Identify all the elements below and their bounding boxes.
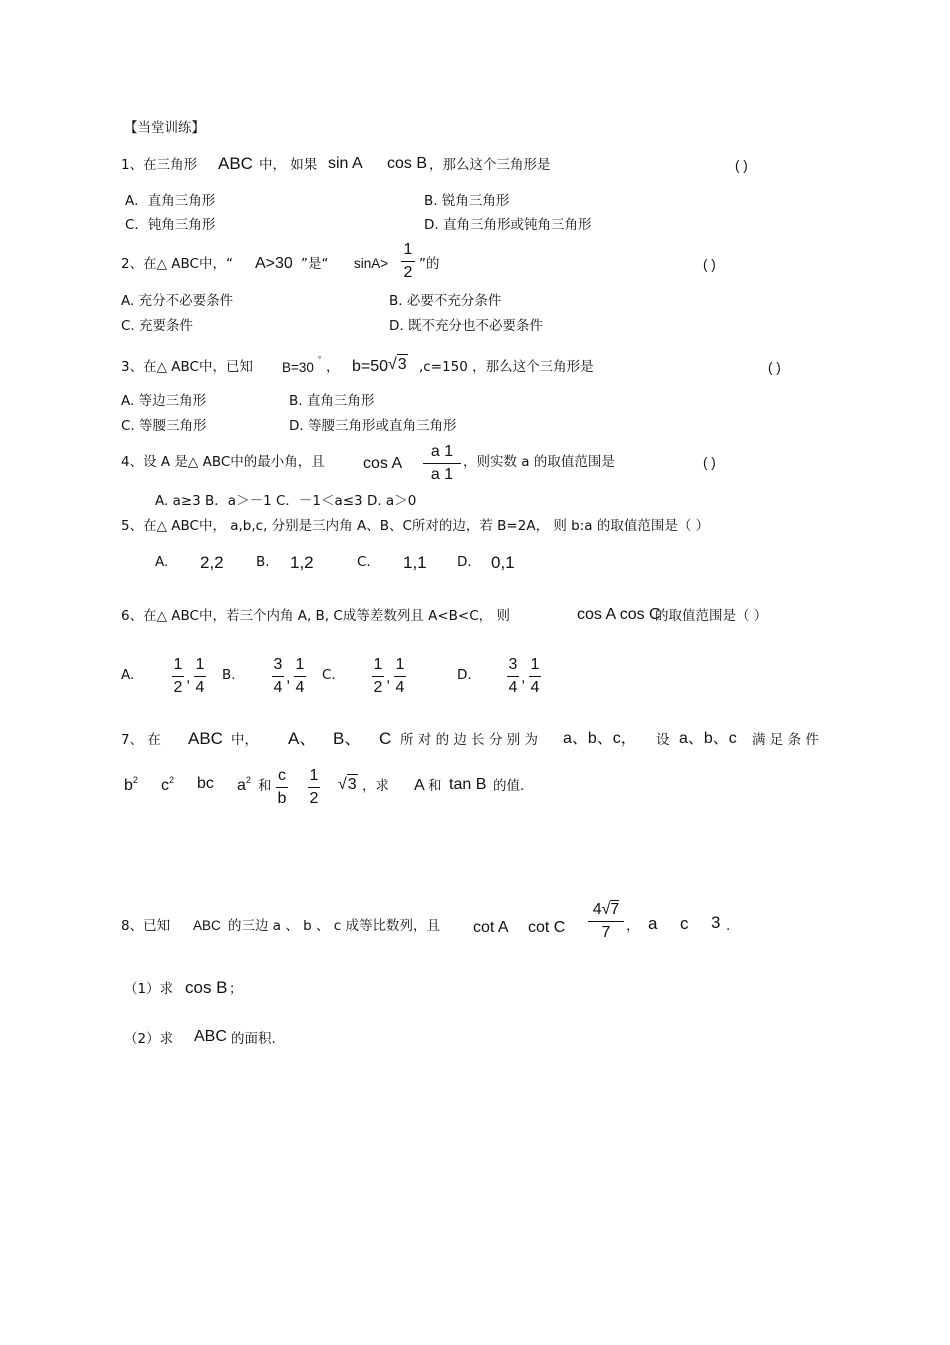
q8-frac-den: 7 [601,924,611,941]
q6-label-c: C. [322,667,336,683]
q1-abc: ABC [218,154,253,173]
q7-sides: a、b、c， [563,730,637,747]
frac-den: 2 [173,679,183,696]
q4-frac-num: a 1 [430,443,454,460]
frac-num: 1 [173,656,183,673]
frac-den: 4 [273,679,283,696]
q2-tail: ”的 [419,256,440,272]
fraction-bar [194,676,206,677]
q3-radicand: 3 [397,356,407,373]
q7-ask: ，求 [362,778,389,794]
q7-and: 和 [258,778,272,794]
q8-cosb: cos B [185,978,228,997]
section-title: 【当堂训练】 [124,120,205,136]
frac-num: 3 [508,656,518,673]
frac-num: 1 [295,656,305,673]
q7-radicand: 3 [347,776,357,793]
var-c: c [161,777,169,794]
fraction-bar [308,787,320,788]
q1-sina: sin A [328,155,363,172]
frac-den: 4 [508,679,518,696]
q2-option-a: A. 充分不必要条件 [121,293,234,309]
q3-option-a: A. 等边三角形 [121,393,207,409]
q1-mid: 中， 如果 [259,157,318,173]
fraction-bar [172,676,184,677]
q7-tail3: 满 足 条 件 [752,732,819,748]
q4-fraction [423,444,461,483]
q4-frac-den: a 1 [430,466,454,483]
q8-abc2: ABC [194,1028,227,1045]
q8-sub1: （1）求 [124,981,174,997]
q7-b-squared [124,776,138,794]
fraction-bar [529,676,541,677]
q5-value-b: 1,2 [290,553,314,572]
q2-option-c: C. 充要条件 [121,318,194,334]
q8-var-a: a [648,914,658,933]
q8-abc: ABC [193,918,221,933]
q7-and2: 和 [428,778,442,794]
q5-value-c: 1,1 [403,553,427,572]
q6-d-frac1 [507,657,519,696]
q3-option-c: C. 等腰三角形 [121,418,207,434]
q8-fraction [588,902,624,941]
q7-c-over-b [276,768,288,807]
q8-semicolon: ； [229,981,243,997]
q1-option-b: B. 锐角三角形 [424,193,510,209]
q8-radicand: 7 [610,901,620,918]
q7-a-squared [237,776,251,794]
frac-den: 4 [295,679,305,696]
q6-expression: cos A cos C [577,606,661,623]
q6-a-frac2 [194,657,206,696]
q7-end: 的值. [493,778,525,794]
q2-frac-den: 2 [403,264,413,281]
exponent: 2 [245,775,251,785]
fraction-bar [394,676,406,677]
q6-d-comma: , [521,669,526,686]
q1-stem: 1、在三角形 [121,157,198,173]
q7-var-a: A [414,777,425,794]
q5-label-b: B. [256,554,270,570]
q8-stem: 8、已知 [121,918,171,934]
fraction-bar [294,676,306,677]
q8-period: . [726,918,731,934]
q4-options: A. a≥3 B．a＞－1 C．－1＜a≤3 D. a＞0 [155,493,417,509]
q2-mid: ”是“ [301,256,329,272]
q8-sub2: （2）求 [124,1031,174,1047]
fraction-bar [588,921,624,922]
var-b: b [124,777,133,794]
q3-b50: b=50 [352,358,389,375]
exponent: 2 [169,775,175,785]
frac-den: 4 [195,679,205,696]
q5-stem: 5、在△ ABC中， a,b,c, 分别是三内角 A、B、C所对的边，若 B=2A， 则 b:a 的取值范围是（ ） [121,518,710,534]
sqrt-sign: √ [601,901,611,918]
fraction-bar [507,676,519,677]
q7-stem: 7、 在 [121,732,161,748]
q6-b-comma: , [286,669,291,686]
q6-c-frac1 [372,657,384,696]
q6-label-d: D. [457,667,472,683]
exponent: 2 [132,775,138,785]
frac-den: 4 [530,679,540,696]
q6-a-frac1 [172,657,184,696]
frac-num: 1 [195,656,205,673]
q2-sina: sinA> [354,256,389,271]
q6-d-frac2 [529,657,541,696]
q8-area: 的面积. [231,1031,276,1047]
q6-b-frac2 [294,657,306,696]
q6-c-comma: , [386,669,391,686]
q4-tail: ，则实数 a 的取值范围是 [463,454,615,470]
q6-c-frac2 [394,657,406,696]
q7-angle-b: B、 [333,729,362,748]
q8-frac-num [593,902,620,918]
fraction-bar [372,676,384,677]
q7-tanb: tan B [449,776,487,793]
q3-option-d: D. 等腰三角形或直角三角形 [289,418,457,434]
q6-label-a: A. [121,667,135,683]
q2-stem: 2、在△ ABC中，“ [121,256,233,272]
q1-option-d: D. 直角三角形或钝角三角形 [424,217,592,233]
frac-num: 1 [395,656,405,673]
frac-den: 2 [309,790,319,807]
q7-c-squared [161,776,174,794]
q1-option-a: A．直角三角形 [125,193,216,209]
q2-option-d: D. 既不充分也不必要条件 [389,318,543,334]
frac-den: 2 [373,679,383,696]
q2-frac-num: 1 [403,241,413,258]
q2-half-fraction [401,242,415,281]
q6-label-b: B. [222,667,236,683]
q7-angle-a: A、 [288,729,317,748]
q3-comma: ， [326,359,340,375]
q5-value-d: 0,1 [491,553,515,572]
q7-half [308,768,320,807]
degree-sign: ° [318,355,322,364]
q7-mid: 中， [231,732,258,748]
q1-tail: ，那么这个三角形是 [429,157,551,173]
q7-sides-2: a、b、c [679,730,737,747]
fraction-bar [272,676,284,677]
q6-tail: 的取值范围是（ ） [655,608,768,624]
q8-var-c: c [680,914,689,933]
q4-stem: 4、设 A 是△ ABC中的最小角，且 [121,454,325,470]
q2-answer-paren: ( ) [703,257,716,272]
q5-label-c: C. [357,554,371,570]
q3-option-b: B. 直角三角形 [289,393,375,409]
q3-tail: ,c=150 ，那么这个三角形是 [419,359,594,375]
frac-num: 1 [373,656,383,673]
coef-4: 4 [592,901,602,918]
q8-cota: cot A [473,919,509,936]
q3-sqrt3: √3 [388,356,407,373]
frac-den: 4 [395,679,405,696]
q1-cosb: cos B [387,155,428,172]
q6-stem: 6、在△ ABC中，若三个内角 A, B, C成等差数列且 A<B<C， 则 [121,608,510,624]
q5-value-a: 2,2 [200,553,224,572]
q7-abc: ABC [188,729,223,748]
q2-option-b: B. 必要不充分条件 [389,293,502,309]
frac-num: 3 [273,656,283,673]
q5-label-a: A. [155,554,169,570]
q7-bc: bc [197,775,214,792]
q2-condition: A>30 [255,255,293,272]
q8-cotc: cot C [528,919,566,936]
q7-angle-c: C [379,729,392,748]
q3-b30: B=30 [282,360,314,375]
q8-mid: 的三边 a 、 b 、 c 成等比数列，且 [228,918,441,934]
q3-stem: 3、在△ ABC中，已知 [121,359,253,375]
frac-num: 1 [309,767,319,784]
q7-tail2: 设 [656,732,670,748]
q6-a-comma: , [186,669,191,686]
frac-num: c [278,767,286,784]
q3-answer-paren: ( ) [768,360,781,375]
q1-answer-paren: ( ) [735,158,748,173]
fraction-bar [423,463,461,464]
frac-num: 1 [530,656,540,673]
q7-tail1: 所 对 的 边 长 分 别 为 [400,732,539,748]
q5-label-d: D. [457,554,472,570]
var-a: a [237,777,246,794]
frac-den: b [277,790,287,807]
q7-sqrt3: √3 [338,776,357,793]
q8-three: 3 [711,913,721,932]
q4-cosa: cos A [363,455,403,472]
q1-option-c: C．钝角三角形 [125,217,216,233]
q4-answer-paren: ( ) [703,455,716,470]
q8-comma: ， [626,918,640,934]
q6-b-frac1 [272,657,284,696]
fraction-bar [401,261,415,262]
fraction-bar [276,787,288,788]
